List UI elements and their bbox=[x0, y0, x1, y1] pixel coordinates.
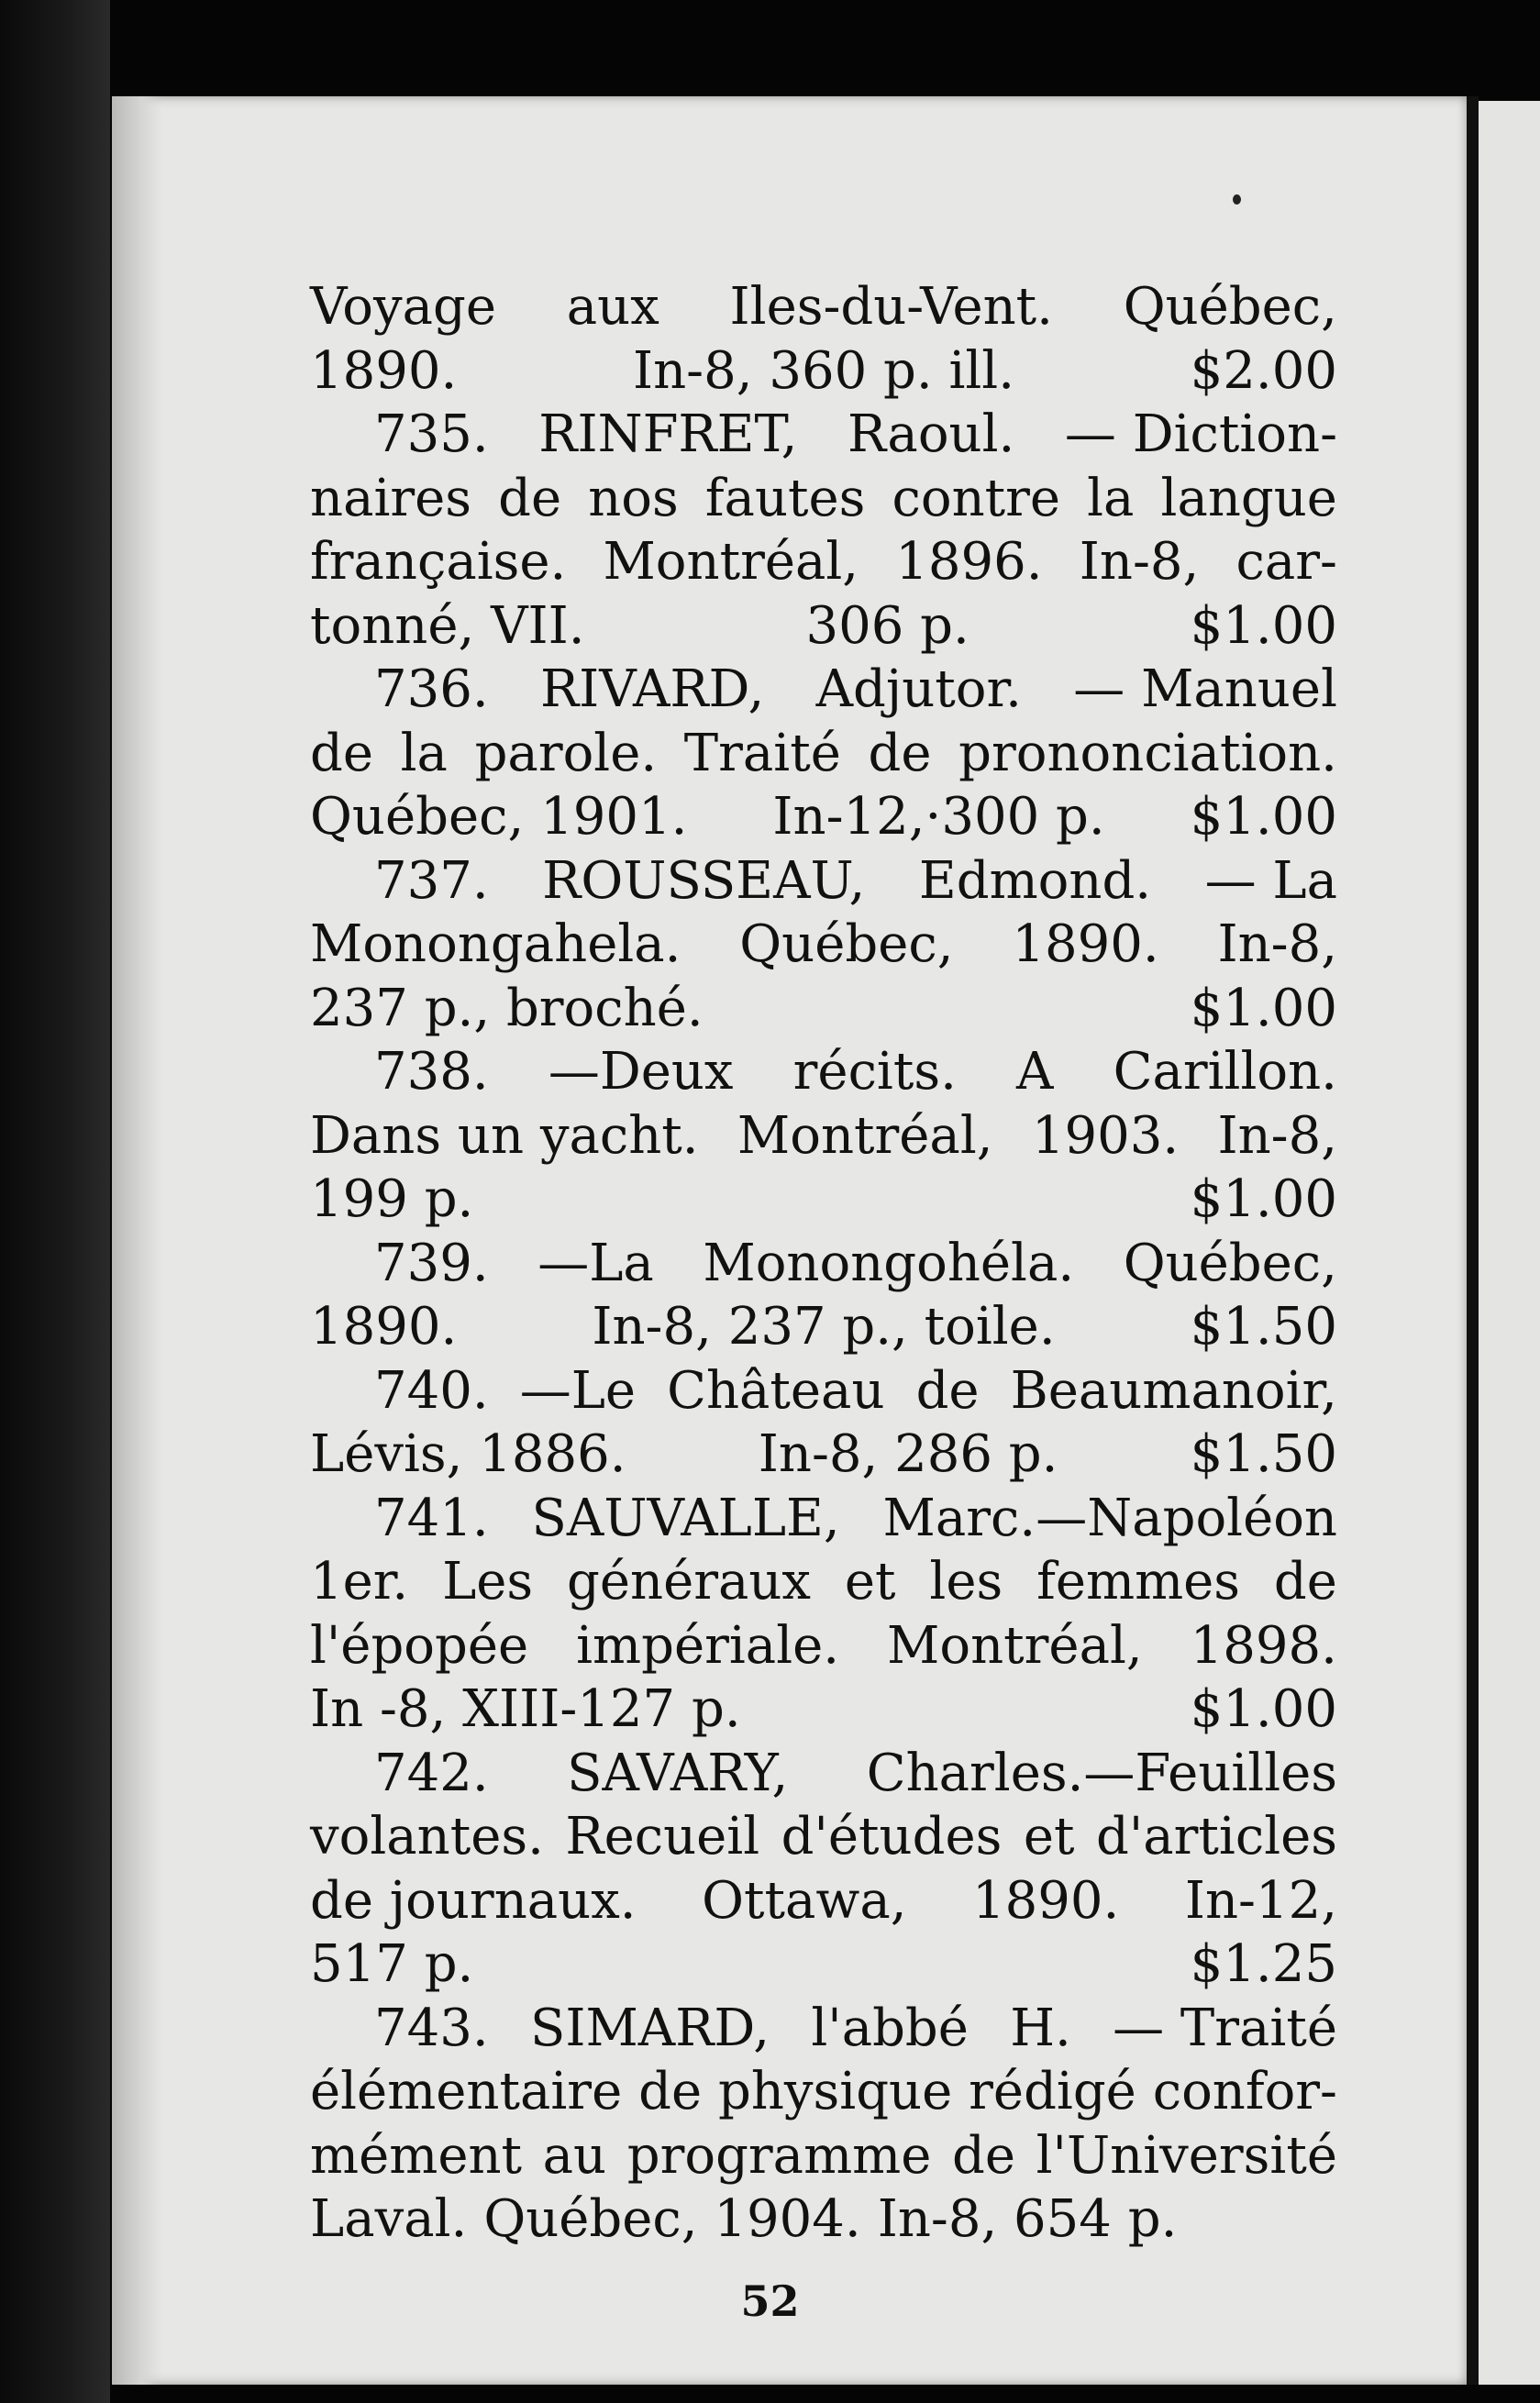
text-segment: Château bbox=[667, 1360, 885, 1421]
text-segment: $2.00 bbox=[1190, 340, 1337, 401]
text-segment: et bbox=[1023, 1807, 1075, 1866]
text-segment: —Le bbox=[519, 1360, 637, 1421]
text-segment: Montréal, bbox=[737, 1105, 993, 1166]
text-line bbox=[310, 658, 1337, 722]
page-number bbox=[0, 2276, 1540, 2326]
text-segment: SAVARY, bbox=[567, 1743, 789, 1803]
text-line bbox=[310, 275, 1337, 339]
text-segment: de bbox=[638, 2062, 703, 2121]
text-segment: élémentaire bbox=[310, 2062, 623, 2121]
text-line bbox=[310, 2124, 1337, 2188]
text-segment: car- bbox=[1235, 532, 1337, 592]
text-segment: 1898. bbox=[1190, 1615, 1337, 1676]
text-segment: —La bbox=[537, 1233, 654, 1293]
text-line bbox=[310, 467, 1337, 531]
text-segment: Edmond. bbox=[918, 850, 1152, 911]
text-segment: Voyage bbox=[310, 277, 497, 337]
text-segment: de journaux. bbox=[310, 1870, 637, 1931]
text-segment: Iles-du-Vent. bbox=[729, 277, 1053, 337]
text-segment: Québec, 1901. bbox=[310, 787, 688, 847]
text-segment: — Traité bbox=[1113, 1998, 1337, 2058]
text-segment: physique bbox=[718, 2062, 953, 2121]
text-segment: programme bbox=[626, 2125, 932, 2186]
text-segment: 742. bbox=[374, 1743, 489, 1803]
text-segment: Recueil bbox=[565, 1807, 760, 1866]
text-segment: d'études bbox=[781, 1807, 1003, 1866]
text-segment: A bbox=[1016, 1042, 1054, 1102]
text-line bbox=[310, 1040, 1337, 1104]
text-segment: In -8, XIII-127 p. bbox=[310, 1679, 741, 1739]
text-segment: ROUSSEAU, bbox=[542, 850, 866, 911]
text-line bbox=[310, 1104, 1337, 1168]
text-segment: $1.50 bbox=[1190, 1424, 1337, 1484]
text-line bbox=[310, 1678, 1337, 1742]
text-segment: tonné, VII. bbox=[310, 595, 585, 656]
text-segment: et bbox=[844, 1552, 896, 1611]
text-segment: —Deux bbox=[548, 1042, 734, 1102]
text-segment: 743. bbox=[374, 1998, 489, 2058]
text-segment: In-8, 237 p., toile. bbox=[592, 1297, 1056, 1357]
text-segment: de bbox=[310, 723, 373, 783]
text-segment: H. bbox=[1010, 1998, 1071, 2058]
text-segment: française. bbox=[310, 532, 567, 592]
text-segment: 741. bbox=[374, 1488, 489, 1548]
text-segment: Montréal, bbox=[603, 532, 859, 592]
text-segment: In-8, bbox=[1217, 1105, 1337, 1166]
text-segment: 199 p. bbox=[310, 1169, 474, 1229]
text-segment: 1896. bbox=[895, 532, 1043, 592]
text-line bbox=[310, 913, 1337, 977]
text-segment: Monongahela. bbox=[310, 914, 681, 974]
text-segment: In-12, bbox=[1184, 1870, 1337, 1931]
text-segment: $1.00 bbox=[1190, 978, 1337, 1038]
text-segment: — Diction- bbox=[1064, 404, 1337, 464]
text-segment: de bbox=[952, 2125, 1016, 2186]
text-segment: Charles.—Feuilles bbox=[866, 1743, 1337, 1803]
text-segment: 1er. bbox=[310, 1552, 409, 1611]
text-segment: Adjutor. bbox=[815, 659, 1022, 719]
text-segment: 735. bbox=[374, 404, 489, 464]
text-line bbox=[310, 1932, 1337, 1997]
text-segment: Dans un yacht. bbox=[310, 1105, 699, 1166]
text-line bbox=[310, 1742, 1337, 1806]
text-segment: langue bbox=[1160, 468, 1337, 528]
page-gutter-shadow bbox=[112, 96, 162, 2385]
text-segment: 237 p., broché. bbox=[310, 978, 704, 1038]
text-segment: Québec, 1904. bbox=[483, 2189, 861, 2249]
text-segment: $1.00 bbox=[1190, 1169, 1337, 1229]
text-segment: In-8, 360 p. ill. bbox=[632, 340, 1014, 401]
text-segment: les bbox=[929, 1552, 1003, 1611]
text-segment: rédigé bbox=[969, 2062, 1136, 2121]
text-segment: SIMARD, bbox=[529, 1998, 770, 2058]
text-segment: Traité bbox=[683, 723, 841, 783]
text-line bbox=[310, 1359, 1337, 1423]
text-segment: 1890. bbox=[310, 1297, 458, 1357]
text-segment: généraux bbox=[567, 1552, 812, 1611]
text-segment: confor- bbox=[1152, 2062, 1337, 2121]
text-segment: 306 p. bbox=[805, 595, 969, 656]
text-line bbox=[310, 530, 1337, 594]
text-segment: fautes bbox=[704, 468, 866, 528]
text-segment: 738. bbox=[374, 1042, 489, 1102]
text-segment: Les bbox=[442, 1552, 534, 1611]
text-segment: au bbox=[542, 2125, 607, 2186]
page-gap bbox=[1467, 96, 1479, 2385]
text-segment: volantes. bbox=[310, 1807, 544, 1866]
text-segment: RIVARD, bbox=[540, 659, 765, 719]
text-segment: la bbox=[400, 723, 448, 783]
text-segment: parole. bbox=[474, 723, 658, 783]
text-segment: de bbox=[1273, 1552, 1337, 1611]
page-number-text: 52 bbox=[740, 2276, 800, 2326]
text-segment: Monongohéla. bbox=[703, 1233, 1075, 1293]
text-line bbox=[310, 785, 1337, 849]
text-line bbox=[310, 1295, 1337, 1359]
text-segment: In-8, bbox=[1079, 532, 1200, 592]
text-segment: Carillon. bbox=[1113, 1042, 1337, 1102]
text-line bbox=[310, 403, 1337, 467]
text-segment: Lévis, 1886. bbox=[310, 1424, 626, 1484]
print-speck bbox=[1233, 194, 1241, 205]
text-segment: contre bbox=[892, 468, 1061, 528]
text-segment: 1903. bbox=[1031, 1105, 1180, 1166]
text-line bbox=[310, 594, 1337, 659]
text-segment: Beaumanoir, bbox=[1010, 1360, 1337, 1421]
text-segment: femmes bbox=[1036, 1552, 1241, 1611]
text-segment: 1890. bbox=[972, 1870, 1120, 1931]
text-segment: $1.50 bbox=[1190, 1297, 1337, 1357]
text-segment: RINFRET, bbox=[538, 404, 798, 464]
catalogue-text bbox=[310, 275, 1337, 2252]
text-segment: récits. bbox=[792, 1042, 957, 1102]
text-line bbox=[310, 1232, 1337, 1296]
text-segment: Laval. bbox=[310, 2189, 468, 2249]
text-line bbox=[310, 1550, 1337, 1614]
text-segment: In-8, 654 p. bbox=[877, 2189, 1178, 2249]
text-line bbox=[310, 2187, 1337, 2252]
text-segment: 736. bbox=[374, 659, 489, 719]
text-line bbox=[310, 1805, 1337, 1869]
text-line bbox=[310, 1997, 1337, 2061]
text-segment: 1890. bbox=[1012, 914, 1159, 974]
text-segment: de bbox=[498, 468, 562, 528]
text-segment: 1890. bbox=[310, 340, 458, 401]
text-segment: d'articles bbox=[1096, 1807, 1337, 1866]
text-segment: mément bbox=[310, 2125, 523, 2186]
text-segment: $1.00 bbox=[1190, 595, 1337, 656]
adjacent-page-edge bbox=[1479, 101, 1540, 2385]
text-segment: l'Université bbox=[1036, 2125, 1337, 2186]
text-segment: Marc.—Napoléon bbox=[882, 1488, 1337, 1548]
text-segment: $1.00 bbox=[1190, 1679, 1337, 1739]
text-segment: l'épopée bbox=[310, 1615, 529, 1676]
text-segment: In-12,·300 p. bbox=[772, 787, 1105, 847]
text-segment: Ottawa, bbox=[702, 1870, 907, 1931]
text-segment: l'abbé bbox=[811, 1998, 969, 2058]
text-line bbox=[310, 977, 1337, 1041]
text-segment: Raoul. bbox=[847, 404, 1015, 464]
text-segment: Montréal, bbox=[887, 1615, 1143, 1676]
text-segment: naires bbox=[310, 468, 472, 528]
text-segment: — La bbox=[1204, 850, 1337, 911]
text-line bbox=[310, 849, 1337, 914]
text-segment: la bbox=[1087, 468, 1135, 528]
text-segment: 737. bbox=[374, 850, 489, 911]
book-spine-shadow bbox=[0, 0, 110, 2403]
text-segment: aux bbox=[566, 277, 659, 337]
text-segment: de bbox=[915, 1360, 980, 1421]
text-segment: $1.00 bbox=[1190, 787, 1337, 847]
text-segment: Québec, bbox=[1123, 1233, 1337, 1293]
text-segment: $1.25 bbox=[1190, 1934, 1337, 1994]
text-segment: 739. bbox=[374, 1233, 489, 1293]
text-line bbox=[310, 2060, 1337, 2124]
text-line bbox=[310, 722, 1337, 786]
text-segment: In-8, 286 p. bbox=[758, 1424, 1058, 1484]
text-segment: SAUVALLE, bbox=[531, 1488, 840, 1548]
text-line bbox=[310, 1423, 1337, 1487]
text-line bbox=[310, 1487, 1337, 1551]
text-line bbox=[310, 339, 1337, 404]
text-segment: 517 p. bbox=[310, 1934, 474, 1994]
text-segment: Québec, bbox=[1123, 277, 1337, 337]
text-segment: 740. bbox=[374, 1360, 489, 1421]
text-line bbox=[310, 1168, 1337, 1232]
text-segment: Québec, bbox=[739, 914, 954, 974]
text-segment: — Manuel bbox=[1073, 659, 1337, 719]
text-segment: nos bbox=[588, 468, 679, 528]
text-segment: impériale. bbox=[576, 1615, 840, 1676]
text-segment: de bbox=[868, 723, 932, 783]
text-line bbox=[310, 1614, 1337, 1678]
text-line bbox=[310, 1869, 1337, 1933]
text-segment: In-8, bbox=[1217, 914, 1337, 974]
text-segment: prononciation. bbox=[958, 723, 1337, 783]
